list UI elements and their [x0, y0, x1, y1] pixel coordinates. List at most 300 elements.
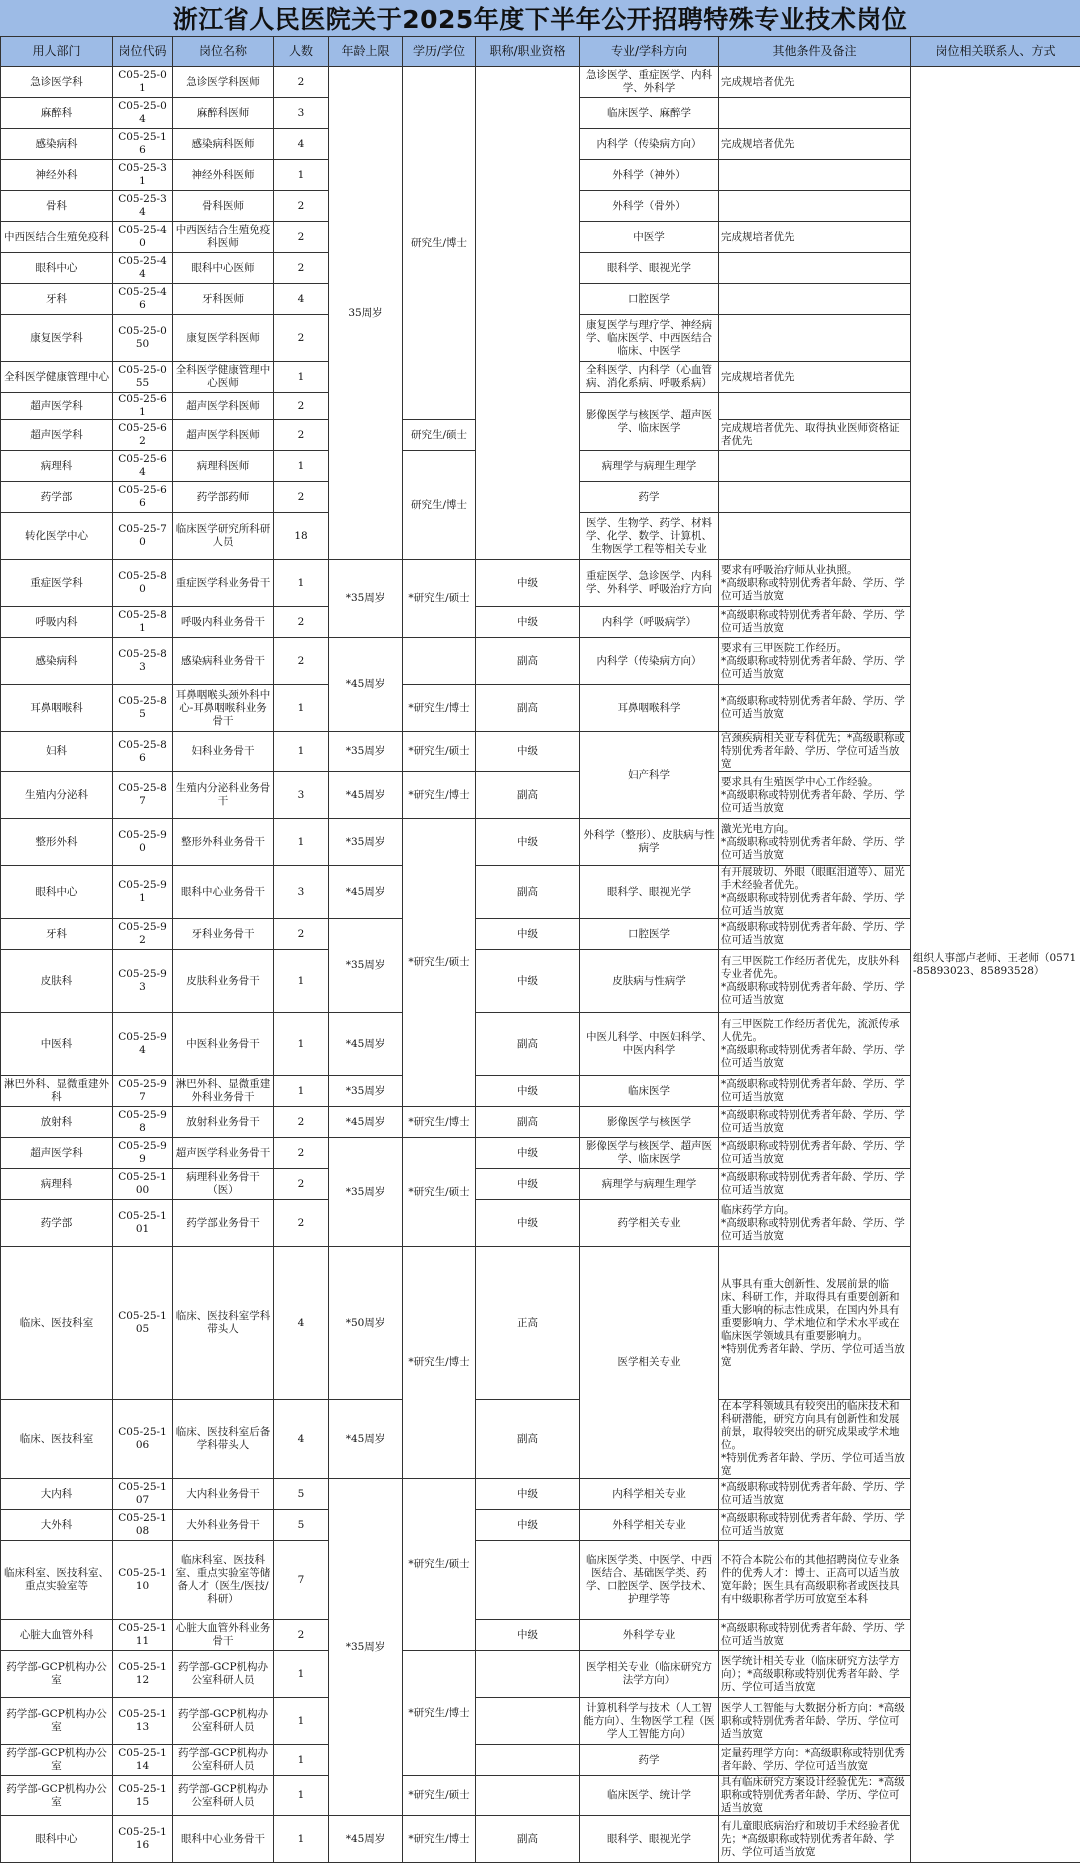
header-num: 人数 — [274, 37, 329, 67]
cell-note — [719, 253, 911, 284]
cell-major: 内科学相关专业 — [580, 1479, 719, 1510]
cell-major: 急诊医学、重症医学、内科学、外科学 — [580, 67, 719, 98]
cell-age: *45周岁 — [329, 866, 403, 919]
cell-post: 感染病科医师 — [173, 129, 274, 160]
cell-note: 有三甲医院工作经历者优先，流派传承人优先。 *高级职称或特别优秀者年龄、学历、学位可适当放宽 — [719, 1013, 911, 1076]
cell-edu: *研究生/硕士 — [403, 732, 476, 772]
cell-num: 7 — [274, 1541, 329, 1620]
cell-note: 医学统计相关专业（临床研究方法学方向）；*高级职称或特别优秀者年龄、学历、学位可适当放宽 — [719, 1651, 911, 1698]
cell-dept: 药学部-GCP机构办公室 — [1, 1745, 113, 1776]
cell-dept: 生殖内分泌科 — [1, 772, 113, 819]
cell-num: 2 — [274, 191, 329, 222]
cell-major: 医学、生物学、药学、材料学、化学、数学、计算机、生物医学工程等相关专业 — [580, 513, 719, 560]
cell-code: C05-25-64 — [113, 451, 173, 482]
cell-edu: *研究生/博士 — [403, 685, 476, 732]
cell-major: 临床医学、统计学 — [580, 1776, 719, 1816]
cell-major: 全科医学、内科学（心血管病、消化系病、呼吸系病） — [580, 362, 719, 393]
cell-edu: *研究生/硕士 — [403, 819, 476, 1107]
cell-age: 35周岁 — [329, 67, 403, 560]
cell-dept: 眼科中心 — [1, 866, 113, 919]
header-age: 年龄上限 — [329, 37, 403, 67]
cell-code: C05-25-40 — [113, 222, 173, 253]
cell-num: 18 — [274, 513, 329, 560]
cell-code: C05-25-97 — [113, 1076, 173, 1107]
cell-code: C05-25-112 — [113, 1651, 173, 1698]
cell-note: *高级职称或特别优秀者年龄、学历、学位可适当放宽 — [719, 1107, 911, 1138]
cell-edu: *研究生/博士 — [403, 772, 476, 819]
cell-age: *45周岁 — [329, 1107, 403, 1138]
cell-qual: 中级 — [476, 1169, 580, 1200]
cell-note: 激光光电方向。 *高级职称或特别优秀者年龄、学历、学位可适当放宽 — [719, 819, 911, 866]
header-edu: 学历/学位 — [403, 37, 476, 67]
cell-age: *45周岁 — [329, 1013, 403, 1076]
cell-post: 眼科中心医师 — [173, 253, 274, 284]
cell-num: 2 — [274, 1138, 329, 1169]
cell-num: 1 — [274, 1816, 329, 1863]
cell-note: *高级职称或特别优秀者年龄、学历、学位可适当放宽 — [719, 919, 911, 950]
cell-note: 完成规培者优先 — [719, 222, 911, 253]
cell-note: 在本学科领域具有较突出的临床技术和科研潜能，研究方向具有创新性和发展前景，取得较突出的研究成果或学术地位。 *特别优秀者年龄、学历、学位可适当放宽 — [719, 1400, 911, 1479]
cell-note — [719, 393, 911, 420]
cell-note: 临床药学方向。 *高级职称或特别优秀者年龄、学历、学位可适当放宽 — [719, 1200, 911, 1247]
cell-post: 骨科医师 — [173, 191, 274, 222]
page-title: 浙江省人民医院关于2025年度下半年公开招聘特殊专业技术岗位 — [0, 0, 1080, 36]
cell-major: 外科学（神外） — [580, 160, 719, 191]
cell-edu: 研究生/博士 — [403, 451, 476, 560]
cell-post: 耳鼻咽喉头颈外科中心-耳鼻咽喉科业务骨干 — [173, 685, 274, 732]
cell-dept: 临床、医技科室 — [1, 1400, 113, 1479]
cell-post: 超声医学科医师 — [173, 420, 274, 451]
cell-num: 4 — [274, 129, 329, 160]
cell-age: *45周岁 — [329, 772, 403, 819]
cell-dept: 骨科 — [1, 191, 113, 222]
cell-code: C05-25-110 — [113, 1541, 173, 1620]
cell-num: 2 — [274, 420, 329, 451]
cell-qual — [476, 1698, 580, 1745]
cell-dept: 转化医学中心 — [1, 513, 113, 560]
cell-note — [719, 160, 911, 191]
cell-code: C05-25-107 — [113, 1479, 173, 1510]
cell-post: 牙科医师 — [173, 284, 274, 315]
cell-edu: *研究生/博士 — [403, 1816, 476, 1863]
cell-qual — [476, 1651, 580, 1698]
header-contact: 岗位相关联系人、方式 — [911, 37, 1080, 67]
cell-dept: 神经外科 — [1, 160, 113, 191]
cell-post: 临床医学研究所科研人员 — [173, 513, 274, 560]
cell-age: *45周岁 — [329, 1816, 403, 1863]
cell-num: 5 — [274, 1510, 329, 1541]
cell-dept: 心脏大血管外科 — [1, 1620, 113, 1651]
cell-num: 3 — [274, 98, 329, 129]
cell-code: C05-25-16 — [113, 129, 173, 160]
cell-edu: 研究生/博士 — [403, 67, 476, 420]
cell-qual: 副高 — [476, 772, 580, 819]
cell-dept: 妇科 — [1, 732, 113, 772]
cell-note: *高级职称或特别优秀者年龄、学历、学位可适当放宽 — [719, 1169, 911, 1200]
cell-num: 2 — [274, 315, 329, 362]
cell-age: *50周岁 — [329, 1247, 403, 1400]
cell-post: 药学部药师 — [173, 482, 274, 513]
cell-num: 4 — [274, 1400, 329, 1479]
cell-num: 1 — [274, 1076, 329, 1107]
cell-num: 2 — [274, 1620, 329, 1651]
cell-code: C05-25-100 — [113, 1169, 173, 1200]
header-dept: 用人部门 — [1, 37, 113, 67]
cell-note: 完成规培者优先、取得执业医师资格证者优先 — [719, 420, 911, 451]
cell-note: 具有临床研究方案设计经验优先：*高级职称或特别优秀者年龄、学历、学位可适当放宽 — [719, 1776, 911, 1816]
cell-qual: 中级 — [476, 950, 580, 1013]
cell-code: C05-25-90 — [113, 819, 173, 866]
cell-note: 宫颈疾病相关亚专科优先；*高级职称或特别优秀者年龄、学历、学位可适当放宽 — [719, 732, 911, 772]
cell-edu: *研究生/博士 — [403, 1651, 476, 1776]
cell-dept: 感染病科 — [1, 638, 113, 685]
cell-dept: 药学部 — [1, 482, 113, 513]
cell-contact: 组织人事部卢老师、王老师（0571-85893023、85893528） — [911, 67, 1080, 1863]
cell-note — [719, 284, 911, 315]
cell-major: 药学相关专业 — [580, 1200, 719, 1247]
cell-major: 计算机科学与技术（人工智能方向）、生物医学工程（医学人工智能方向） — [580, 1698, 719, 1745]
cell-dept: 药学部-GCP机构办公室 — [1, 1698, 113, 1745]
cell-major: 眼科学、眼视光学 — [580, 253, 719, 284]
cell-qual: 中级 — [476, 607, 580, 638]
cell-dept: 病理科 — [1, 1169, 113, 1200]
cell-num: 2 — [274, 482, 329, 513]
cell-num: 1 — [274, 160, 329, 191]
cell-code: C05-25-108 — [113, 1510, 173, 1541]
cell-major: 眼科学、眼视光学 — [580, 866, 719, 919]
cell-qual — [476, 1745, 580, 1776]
cell-edu: *研究生/硕士 — [403, 560, 476, 638]
cell-num: 1 — [274, 950, 329, 1013]
cell-qual: 副高 — [476, 1816, 580, 1863]
cell-qual: 副高 — [476, 685, 580, 732]
cell-post: 全科医学健康管理中心医师 — [173, 362, 274, 393]
cell-major: 口腔医学 — [580, 284, 719, 315]
cell-major: 病理学与病理生理学 — [580, 1169, 719, 1200]
cell-edu: 研究生/硕士 — [403, 420, 476, 451]
cell-dept: 全科医学健康管理中心 — [1, 362, 113, 393]
cell-note — [719, 451, 911, 482]
cell-num: 1 — [274, 1698, 329, 1745]
cell-post: 神经外科医师 — [173, 160, 274, 191]
cell-note: 要求有三甲医院工作经历。 *高级职称或特别优秀者年龄、学历、学位可适当放宽 — [719, 638, 911, 685]
cell-note: 有三甲医院工作经历者优先，皮肤外科专业者优先。 *高级职称或特别优秀者年龄、学历、学位可适当放宽 — [719, 950, 911, 1013]
cell-major: 影像医学与核医学、超声医学、临床医学 — [580, 393, 719, 451]
cell-num: 2 — [274, 253, 329, 284]
cell-code: C05-25-92 — [113, 919, 173, 950]
cell-dept: 牙科 — [1, 284, 113, 315]
cell-post: 中西医结合生殖免疫科医师 — [173, 222, 274, 253]
cell-dept: 中西医结合生殖免疫科 — [1, 222, 113, 253]
cell-qual: 中级 — [476, 1076, 580, 1107]
cell-note — [719, 315, 911, 362]
cell-note: *高级职称或特别优秀者年龄、学历、学位可适当放宽 — [719, 1620, 911, 1651]
cell-major: 影像医学与核医学、超声医学、临床医学 — [580, 1138, 719, 1169]
cell-num: 1 — [274, 1013, 329, 1076]
cell-post: 大外科业务骨干 — [173, 1510, 274, 1541]
cell-qual: 中级 — [476, 1479, 580, 1510]
cell-code: C05-25-83 — [113, 638, 173, 685]
cell-num: 4 — [274, 284, 329, 315]
cell-post: 眼科中心业务骨干 — [173, 866, 274, 919]
cell-num: 2 — [274, 1200, 329, 1247]
cell-post: 妇科业务骨干 — [173, 732, 274, 772]
cell-dept: 大外科 — [1, 1510, 113, 1541]
cell-qual: 中级 — [476, 732, 580, 772]
cell-major: 病理学与病理生理学 — [580, 451, 719, 482]
cell-code: C05-25-93 — [113, 950, 173, 1013]
table-row — [1, 67, 1080, 98]
cell-edu: *研究生/博士 — [403, 1247, 476, 1479]
cell-note: 不符合本院公布的其他招聘岗位专业条件的优秀人才：博士、正高可以适当放宽年龄；医生具有高级职称者或医技具有中级职称者学历可放宽至本科 — [719, 1541, 911, 1620]
cell-code: C05-25-70 — [113, 513, 173, 560]
cell-qual: 副高 — [476, 1107, 580, 1138]
cell-num: 1 — [274, 1651, 329, 1698]
cell-post: 麻醉科医师 — [173, 98, 274, 129]
cell-num: 5 — [274, 1479, 329, 1510]
cell-post: 药学部-GCP机构办公室科研人员 — [173, 1651, 274, 1698]
cell-num: 2 — [274, 919, 329, 950]
cell-note: 完成规培者优先 — [719, 362, 911, 393]
cell-major: 内科学（传染病方向） — [580, 638, 719, 685]
cell-qual: 中级 — [476, 1138, 580, 1169]
cell-post: 呼吸内科业务骨干 — [173, 607, 274, 638]
cell-note: 从事具有重大创新性、发展前景的临床、科研工作，并取得具有重要创新和重大影响的标志性成果，在国内外具有重要影响力、学术地位和学术水平或在临床医学领域具有重要影响力。 *特别优秀者年龄、学历、学位可适当放宽 — [719, 1247, 911, 1400]
cell-post: 药学部业务骨干 — [173, 1200, 274, 1247]
cell-dept: 牙科 — [1, 919, 113, 950]
cell-code: C05-25-86 — [113, 732, 173, 772]
cell-post: 超声医学科业务骨干 — [173, 1138, 274, 1169]
cell-note: *高级职称或特别优秀者年龄、学历、学位可适当放宽 — [719, 1510, 911, 1541]
cell-num: 2 — [274, 1107, 329, 1138]
cell-code: C05-25-94 — [113, 1013, 173, 1076]
cell-major: 药学 — [580, 1745, 719, 1776]
cell-post: 生殖内分泌科业务骨干 — [173, 772, 274, 819]
cell-note: *高级职称或特别优秀者年龄、学历、学位可适当放宽 — [719, 685, 911, 732]
cell-age: *35周岁 — [329, 732, 403, 772]
cell-code: C05-25-111 — [113, 1620, 173, 1651]
cell-age: *45周岁 — [329, 638, 403, 732]
cell-major: 外科学专业 — [580, 1620, 719, 1651]
cell-major: 临床医学、麻醉学 — [580, 98, 719, 129]
cell-code: C05-25-91 — [113, 866, 173, 919]
cell-code: C05-25-115 — [113, 1776, 173, 1816]
cell-qual: 中级 — [476, 560, 580, 607]
cell-qual: 中级 — [476, 1620, 580, 1651]
header-post: 岗位名称 — [173, 37, 274, 67]
cell-code: C05-25-87 — [113, 772, 173, 819]
cell-code: C05-25-98 — [113, 1107, 173, 1138]
cell-code: C05-25-61 — [113, 393, 173, 420]
cell-post: 病理科业务骨干（医） — [173, 1169, 274, 1200]
cell-code: C05-25-105 — [113, 1247, 173, 1400]
cell-code: C05-25-01 — [113, 67, 173, 98]
cell-dept: 耳鼻咽喉科 — [1, 685, 113, 732]
cell-post: 病理科医师 — [173, 451, 274, 482]
cell-num: 2 — [274, 222, 329, 253]
cell-edu: *研究生/硕士 — [403, 1138, 476, 1247]
cell-post: 淋巴外科、显微重建外科业务骨干 — [173, 1076, 274, 1107]
cell-dept: 病理科 — [1, 451, 113, 482]
cell-edu: *研究生/硕士 — [403, 1479, 476, 1651]
cell-post: 康复医学科医师 — [173, 315, 274, 362]
header-code: 岗位代码 — [113, 37, 173, 67]
cell-note: 完成规培者优先 — [719, 67, 911, 98]
header-note: 其他条件及备注 — [719, 37, 911, 67]
cell-post: 眼科中心业务骨干 — [173, 1816, 274, 1863]
cell-major: 医学相关专业 — [580, 1247, 719, 1479]
cell-dept: 整形外科 — [1, 819, 113, 866]
cell-note — [719, 482, 911, 513]
cell-age: *35周岁 — [329, 1138, 403, 1247]
cell-major: 内科学（呼吸病学） — [580, 607, 719, 638]
cell-edu: *研究生/硕士 — [403, 1776, 476, 1816]
cell-major: 药学 — [580, 482, 719, 513]
cell-dept: 药学部 — [1, 1200, 113, 1247]
cell-num: 1 — [274, 1776, 329, 1816]
cell-code: C05-25-85 — [113, 685, 173, 732]
cell-note: *高级职称或特别优秀者年龄、学历、学位可适当放宽 — [719, 1479, 911, 1510]
cell-code: C05-25-46 — [113, 284, 173, 315]
cell-note: 有开展玻切、外眼（眼眶泪道等）、屈光手术经验者优先。 *高级职称或特别优秀者年龄、学历、学位可适当放宽 — [719, 866, 911, 919]
recruitment-table — [0, 36, 1080, 1863]
cell-qual: 中级 — [476, 1200, 580, 1247]
cell-code: C05-25-106 — [113, 1400, 173, 1479]
cell-note — [719, 513, 911, 560]
cell-major: 妇产科学 — [580, 732, 719, 819]
cell-age: *45周岁 — [329, 1400, 403, 1479]
cell-dept: 眼科中心 — [1, 1816, 113, 1863]
cell-major: 耳鼻咽喉科学 — [580, 685, 719, 732]
cell-major: 中医儿科学、中医妇科学、中医内科学 — [580, 1013, 719, 1076]
cell-note — [719, 191, 911, 222]
cell-age: *35周岁 — [329, 560, 403, 638]
cell-dept: 药学部-GCP机构办公室 — [1, 1776, 113, 1816]
cell-post: 急诊医学科医师 — [173, 67, 274, 98]
cell-post: 整形外科业务骨干 — [173, 819, 274, 866]
cell-major: 医学相关专业（临床研究方法学方向） — [580, 1651, 719, 1698]
cell-num: 2 — [274, 67, 329, 98]
cell-dept: 临床、医技科室 — [1, 1247, 113, 1400]
cell-code: C05-25-66 — [113, 482, 173, 513]
cell-code: C05-25-04 — [113, 98, 173, 129]
cell-dept: 超声医学科 — [1, 393, 113, 420]
cell-major: 外科学（骨外） — [580, 191, 719, 222]
cell-num: 1 — [274, 819, 329, 866]
cell-major: 外科学（整形）、皮肤病与性病学 — [580, 819, 719, 866]
cell-major: 皮肤病与性病学 — [580, 950, 719, 1013]
cell-post: 重症医学科业务骨干 — [173, 560, 274, 607]
cell-dept: 临床科室、医技科室、重点实验室等 — [1, 1541, 113, 1620]
cell-num: 1 — [274, 1745, 329, 1776]
cell-post: 放射科业务骨干 — [173, 1107, 274, 1138]
cell-dept: 放射科 — [1, 1107, 113, 1138]
cell-post: 药学部-GCP机构办公室科研人员 — [173, 1745, 274, 1776]
cell-post: 药学部-GCP机构办公室科研人员 — [173, 1776, 274, 1816]
cell-dept: 麻醉科 — [1, 98, 113, 129]
cell-note: *高级职称或特别优秀者年龄、学历、学位可适当放宽 — [719, 1138, 911, 1169]
cell-qual: 副高 — [476, 638, 580, 685]
cell-qual: 副高 — [476, 866, 580, 919]
header-major: 专业/学科方向 — [580, 37, 719, 67]
cell-post: 临床科室、医技科室、重点实验室等储备人才（医生/医技/科研） — [173, 1541, 274, 1620]
cell-note: 定量药理学方向：*高级职称或特别优秀者年龄、学历、学位可适当放宽 — [719, 1745, 911, 1776]
cell-qual: 中级 — [476, 1510, 580, 1541]
cell-dept: 药学部-GCP机构办公室 — [1, 1651, 113, 1698]
cell-post: 大内科业务骨干 — [173, 1479, 274, 1510]
cell-edu: *研究生/博士 — [403, 1107, 476, 1138]
cell-post: 中医科业务骨干 — [173, 1013, 274, 1076]
cell-note: *高级职称或特别优秀者年龄、学历、学位可适当放宽 — [719, 1076, 911, 1107]
cell-dept: 皮肤科 — [1, 950, 113, 1013]
cell-note: 要求有呼吸治疗师从业执照。 *高级职称或特别优秀者年龄、学历、学位可适当放宽 — [719, 560, 911, 607]
cell-note: 要求具有生殖医学中心工作经验。 *高级职称或特别优秀者年龄、学历、学位可适当放宽 — [719, 772, 911, 819]
cell-note: 医学人工智能与大数据分析方向：*高级职称或特别优秀者年龄、学历、学位可适当放宽 — [719, 1698, 911, 1745]
cell-num: 2 — [274, 1169, 329, 1200]
cell-dept: 呼吸内科 — [1, 607, 113, 638]
cell-num: 1 — [274, 560, 329, 607]
cell-note: 完成规培者优先 — [719, 129, 911, 160]
header-qual: 职称/职业资格 — [476, 37, 580, 67]
cell-num: 1 — [274, 732, 329, 772]
cell-qual — [476, 1541, 580, 1620]
cell-num: 2 — [274, 393, 329, 420]
cell-major: 重症医学、急诊医学、内科学、外科学、呼吸治疗方向 — [580, 560, 719, 607]
cell-qual: 正高 — [476, 1247, 580, 1400]
cell-code: C05-25-114 — [113, 1745, 173, 1776]
cell-post: 超声医学科医师 — [173, 393, 274, 420]
cell-qual — [476, 67, 580, 560]
cell-qual: 副高 — [476, 1013, 580, 1076]
cell-code: C05-25-055 — [113, 362, 173, 393]
cell-major: 中医学 — [580, 222, 719, 253]
cell-num: 3 — [274, 866, 329, 919]
cell-qual: 副高 — [476, 1400, 580, 1479]
cell-post: 感染病科业务骨干 — [173, 638, 274, 685]
cell-code: C05-25-101 — [113, 1200, 173, 1247]
cell-note: 有儿童眼底病治疗和玻切手术经验者优先；*高级职称或特别优秀者年龄、学历、学位可适当放宽 — [719, 1816, 911, 1863]
cell-dept: 大内科 — [1, 1479, 113, 1510]
cell-dept: 康复医学科 — [1, 315, 113, 362]
cell-post: 牙科业务骨干 — [173, 919, 274, 950]
cell-major: 内科学（传染病方向） — [580, 129, 719, 160]
cell-code: C05-25-113 — [113, 1698, 173, 1745]
cell-major: 口腔医学 — [580, 919, 719, 950]
cell-qual: 中级 — [476, 919, 580, 950]
cell-code: C05-25-99 — [113, 1138, 173, 1169]
cell-num: 2 — [274, 607, 329, 638]
cell-post: 心脏大血管外科业务骨干 — [173, 1620, 274, 1651]
cell-dept: 淋巴外科、显微重建外科 — [1, 1076, 113, 1107]
cell-post: 皮肤科业务骨干 — [173, 950, 274, 1013]
cell-code: C05-25-80 — [113, 560, 173, 607]
cell-post: 临床、医技科室后备学科带头人 — [173, 1400, 274, 1479]
cell-qual — [476, 1776, 580, 1816]
cell-code: C05-25-62 — [113, 420, 173, 451]
cell-num: 1 — [274, 685, 329, 732]
cell-code: C05-25-81 — [113, 607, 173, 638]
cell-major: 眼科学、眼视光学 — [580, 1816, 719, 1863]
cell-major: 影像医学与核医学 — [580, 1107, 719, 1138]
cell-code: C05-25-050 — [113, 315, 173, 362]
cell-code: C05-25-31 — [113, 160, 173, 191]
cell-dept: 急诊医学科 — [1, 67, 113, 98]
cell-num: 2 — [274, 638, 329, 685]
cell-major: 临床医学 — [580, 1076, 719, 1107]
cell-code: C05-25-116 — [113, 1816, 173, 1863]
cell-dept: 感染病科 — [1, 129, 113, 160]
cell-num: 3 — [274, 772, 329, 819]
